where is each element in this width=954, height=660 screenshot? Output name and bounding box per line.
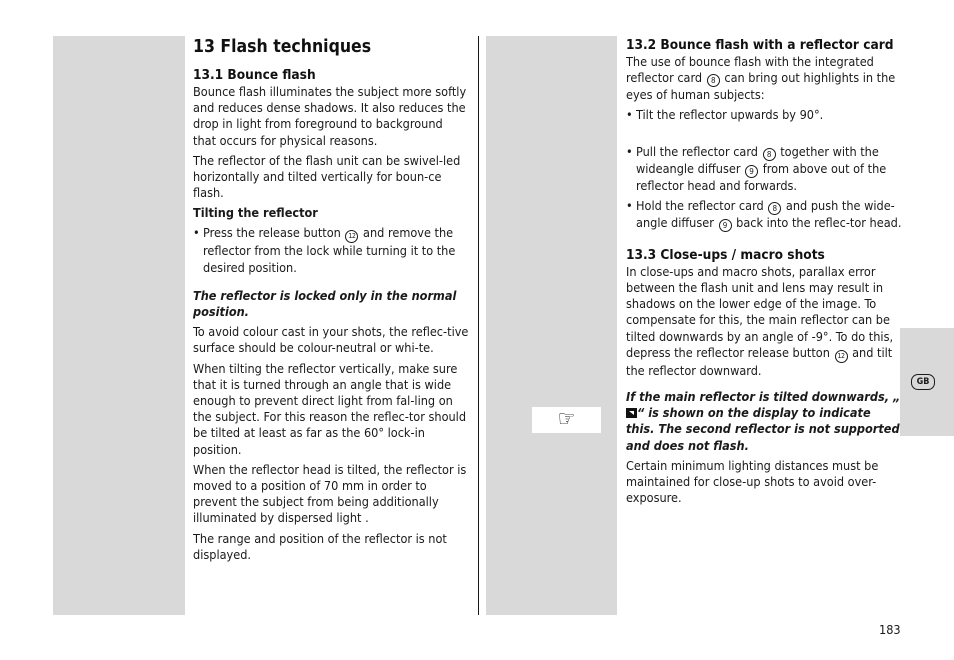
bullet-mark: • (193, 225, 200, 241)
language-badge: GB (911, 374, 935, 390)
bullet-mark: • (626, 107, 633, 123)
left-margin-band (53, 36, 185, 615)
paragraph: The range and position of the reflector is not displayed. (193, 530, 447, 562)
reference-number: 8 (768, 202, 781, 215)
middle-margin-band (486, 36, 617, 615)
paragraph: When the reflector head is tilted, the reflector is moved to a position of 70 mm in order to prevent the subject from being additionally illuminated by dispersed light . (193, 461, 467, 526)
pointing-hand-icon: ☞ (557, 407, 576, 432)
section-title-13-1: 13.1 Bounce flash (193, 67, 316, 83)
page-number: 183 (879, 622, 901, 637)
reference-number: 12 (345, 230, 358, 243)
bullet-item: • Tilt the reflector upwards by 90°. (626, 107, 824, 123)
paragraph: The reflector of the flash unit can be swivel-led horizontally and tilted vertically for boun-ce flash. (193, 152, 461, 201)
note-text: If the main reflector is tilted downwards, „“ is shown on the display to indicate this. The second reflector is not supported and does not flash. (626, 389, 901, 453)
chapter-title: 13 Flash techniques (193, 37, 372, 57)
bullet-item: • Pull the reflector card 8 together with the wideangle diffuser 9 from above out of the reflector head and forwards. (626, 143, 887, 193)
bullet-item: • Hold the reflector card 8 and push the wide-angle diffuser 9 back into the reflec-tor head. (626, 197, 902, 230)
paragraph: Certain minimum lighting distances must be maintained for close-up shots to avoid over-exposure. (626, 457, 879, 506)
reflector-tilt-icon (626, 408, 637, 418)
reference-number: 12 (835, 350, 848, 363)
paragraph: To avoid colour cast in your shots, the reflec-tive surface should be colour-neutral or whi-te. (193, 324, 469, 356)
reference-number: 8 (707, 74, 720, 87)
left-column (193, 36, 469, 563)
right-column (626, 36, 902, 506)
bullet-mark: • (626, 197, 633, 213)
paragraph: The use of bounce flash with the integrated reflector card 8 can bring out highlights in the eyes of human subjects: (626, 54, 896, 103)
section-title-13-2: 13.2 Bounce flash with a reflector card (626, 37, 894, 53)
bullet-item: • Press the release button 12 and remove the reflector from the lock while turning it to the desired position. (193, 225, 456, 275)
paragraph: Bounce flash illuminates the subject more softly and reduces dense shadows. It also reduces the drop in light from foreground to background that occurs for physical reasons. (193, 84, 467, 148)
column-divider (478, 36, 479, 615)
paragraph: In close-ups and macro shots, parallax error between the flash unit and lens may result in shadows on the lower edge of the image. To compensate for this, the main reflector can be tilted downwards by an angle of -9°. To do this, depress the reflector release button 12 and tilt the reflector downward. (626, 263, 894, 378)
subheading-tilting: Tilting the reflector (193, 205, 318, 221)
reference-number: 9 (745, 165, 758, 178)
paragraph: When tilting the reflector vertically, make sure that it is turned through an angle that is wide enough to prevent direct light from fal-ling on the subject. For this reason the reflec-tor should be tilted at least as far as the 60° lock-in position. (193, 360, 467, 457)
reference-number: 8 (763, 148, 776, 161)
section-title-13-3: 13.3 Close-ups / macro shots (626, 246, 825, 263)
note-marker (532, 407, 601, 433)
reference-number: 9 (719, 219, 732, 232)
note-text: The reflector is locked only in the normal position. (193, 287, 457, 320)
bullet-mark: • (626, 143, 633, 159)
